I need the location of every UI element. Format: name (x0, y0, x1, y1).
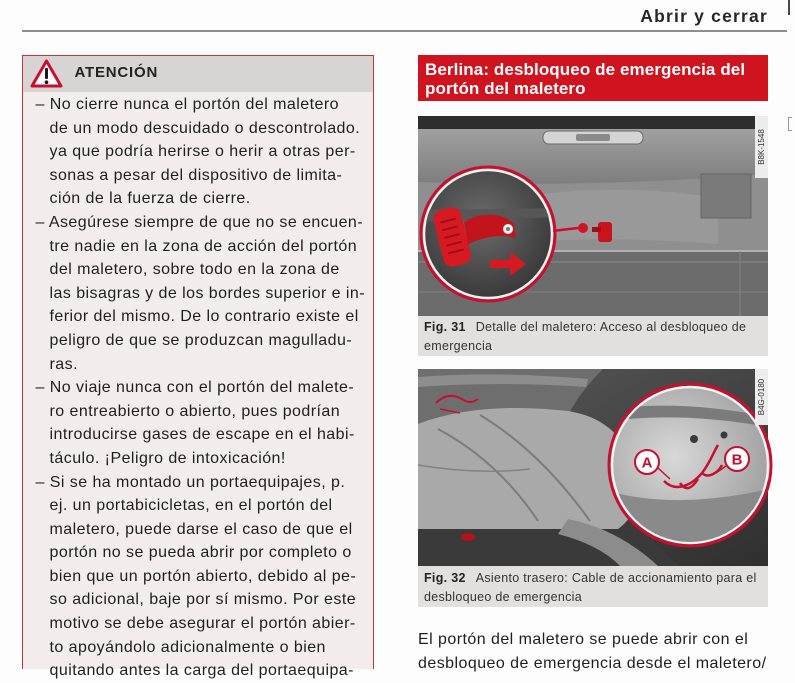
warning-header (23, 56, 373, 92)
caption-text-line: desbloqueo de emergencia (424, 589, 583, 604)
trunk-detail-image (418, 116, 768, 316)
figure-caption (418, 566, 768, 607)
warning-text-line: ya que podría herirse o herir a otras per- (49, 143, 356, 161)
callout-a-label: A (641, 454, 653, 472)
image-code-label: B8K-1548 (757, 129, 766, 165)
figure-caption (418, 316, 768, 356)
warning-text-line: so adicional, baje por sí mismo. Por este (49, 591, 357, 609)
warning-text-line: las bisagras y de los bordes superior e in- (49, 284, 365, 302)
scan-edge-mark (788, 0, 790, 15)
section-title: Abrir y cerrar (640, 6, 768, 26)
section-heading (418, 55, 768, 101)
caption-text: Detalle del maletero: Acceso al desbloqueo de (475, 319, 747, 334)
warning-text-line: – No cierre nunca el portón del maletero (35, 96, 339, 113)
warning-text-line: – Si se ha montado un portaequipajes, p. (35, 473, 346, 491)
warning-text-line: portón no se pueda abrir por completo o (49, 544, 352, 562)
section-heading-line: portón del maletero (425, 79, 586, 98)
warning-text-line: ro entreabierto o abierto, pues podrían (49, 402, 341, 420)
warning-text-line: tre nadie en la zona de acción del portón (49, 237, 358, 255)
body-text-line: El portón del maletero se puede abrir con el (418, 631, 749, 648)
warning-item (23, 376, 373, 470)
figure-label: Fig. 31 (424, 319, 466, 334)
warning-text-line: quitando antes la carga del portaequipa- (49, 662, 354, 680)
header-rule (22, 30, 787, 32)
caption-text: Asiento trasero: Cable de accionamiento para el (475, 570, 757, 585)
body-paragraph (418, 628, 783, 672)
caption-text-line (424, 569, 768, 588)
warning-body (23, 92, 373, 683)
warning-text-line: del maletero, sobre todo en la zona de (49, 261, 340, 279)
warning-text-line: ción de la fuerza de cierre. (49, 190, 251, 208)
warning-text-line: peligro de que se produzcan magulladu- (49, 331, 353, 349)
figure-label: Fig. 32 (424, 570, 466, 585)
warning-text-line: – No viaje nunca con el portón del malete- (35, 379, 355, 397)
callout-b (725, 447, 749, 471)
callout-a (635, 450, 659, 474)
caption-text-line (424, 318, 768, 337)
warning-triangle-icon (30, 59, 63, 88)
warning-text-line: motivo se debe asegurar el portón abier- (49, 615, 356, 633)
warning-text-line: to apoyándolo adicionalmente o bien (49, 638, 326, 656)
warning-item (23, 211, 373, 376)
scan-edge-bracket (788, 117, 792, 131)
warning-item (23, 93, 373, 211)
warning-text-line: ej. un portabicicletas, en el portón del (49, 497, 333, 515)
warning-text-line: de un modo descuidado o descontrolado. (49, 119, 361, 137)
magnifier-detail (418, 167, 558, 301)
warning-title: ATENCIÓN (74, 63, 159, 81)
section-heading-line: Berlina: desbloqueo de emergencia del (425, 59, 746, 79)
warning-text-line: táculo. ¡Peligro de intoxicación! (49, 449, 286, 467)
callout-b-label: B (731, 451, 743, 469)
warning-text-line: maletero, puede darse el caso de que el (49, 520, 353, 538)
caption-text-line: emergencia (424, 338, 493, 353)
warning-text-line: bien que un portón abierto, debido al pe- (49, 567, 357, 585)
image-code-label: B4G-0180 (757, 378, 766, 416)
warning-text-line: ferior del mismo. De lo contrario existe el (49, 308, 359, 326)
warning-text-line: – Asegúrese siempre de que no se encuen- (35, 213, 364, 231)
warning-box (22, 55, 374, 680)
warning-text-line: ras. (49, 355, 78, 373)
body-text-line: desbloqueo de emergencia desde el maletero/ (418, 654, 767, 672)
warning-text-line: sonas a pesar del dispositivo de limita- (49, 166, 343, 184)
rear-seat-image (418, 369, 768, 566)
warning-item (23, 471, 373, 683)
warning-text-line: introducirse gases de escape en el habi- (49, 426, 355, 444)
